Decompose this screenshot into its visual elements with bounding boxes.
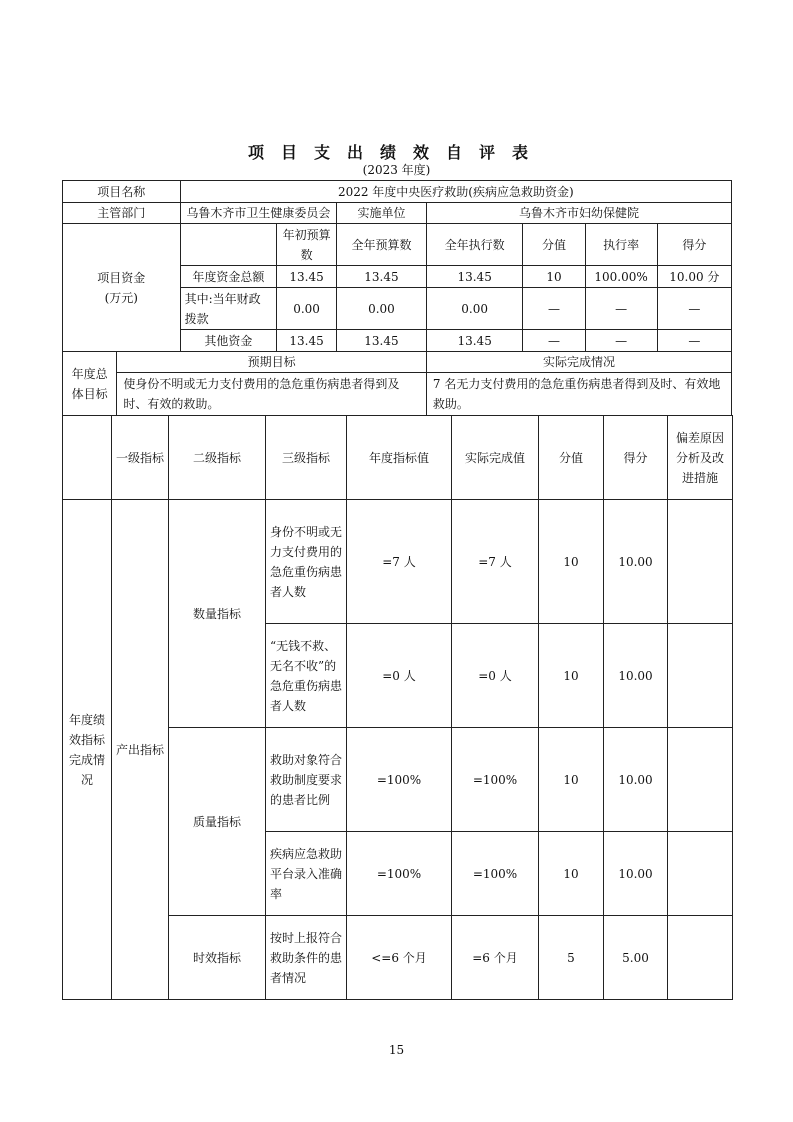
page-number: 15 [388,1043,405,1057]
goals-actual-header: 实际完成情况 [426,352,731,373]
project-name-value: 2022 年度中央医疗救助(疾病应急救助资金) [180,181,731,203]
funds-header-rate: 执行率 [585,224,657,266]
unit-value: 乌鲁木齐市妇幼保健院 [426,203,731,224]
level3-indicator: 疾病应急救助平台录入准确率 [266,832,347,916]
funds-cell: — [585,330,657,352]
target-value: =7 人 [347,500,452,624]
level3-indicator: “无钱不救、无名不收”的急危重伤病患者人数 [266,624,347,728]
score: 10.00 [604,728,668,832]
dept-label: 主管部门 [63,203,181,224]
funds-cell: 13.45 [337,266,427,288]
report-year: (2023 年度) [362,163,431,177]
funds-cell: 0.00 [337,288,427,330]
score: 5.00 [604,916,668,1000]
target-value: <=6 个月 [347,916,452,1000]
funds-row-name: 年度资金总额 [180,266,277,288]
indicator-header-level1: 一级指标 [112,416,169,500]
goals-expected-text: 使身份不明或无力支付费用的急危重伤病患者得到及时、有效的救助。 [117,373,427,416]
actual-value: =7 人 [452,500,539,624]
funds-cell: 13.45 [277,330,337,352]
score: 10.00 [604,500,668,624]
indicators-side-label: 年度绩效指标完成情况 [63,500,112,1000]
funds-cell: 13.45 [426,266,523,288]
indicator-header-deviation: 偏差原因分析及改进措施 [668,416,733,500]
actual-value: =100% [452,832,539,916]
deviation [668,728,733,832]
funds-header-executed: 全年执行数 [426,224,523,266]
funds-cell: 0.00 [426,288,523,330]
funds-header-annual: 全年预算数 [337,224,427,266]
score-value: 10 [539,728,604,832]
level3-indicator: 身份不明或无力支付费用的急危重伤病患者人数 [266,500,347,624]
deviation [668,500,733,624]
project-name-label: 项目名称 [63,181,181,203]
score: 10.00 [604,832,668,916]
funds-cell: — [523,330,585,352]
indicator-header-score: 得分 [604,416,668,500]
funds-cell: 10.00 分 [657,266,731,288]
level3-indicator: 按时上报符合救助条件的患者情况 [266,916,347,1000]
project-info-table [62,180,732,416]
actual-value: =100% [452,728,539,832]
funds-header-score-value: 分值 [523,224,585,266]
funds-cell: — [523,288,585,330]
target-value: =100% [347,728,452,832]
actual-value: =0 人 [452,624,539,728]
indicator-header-level3: 三级指标 [266,416,347,500]
level2-indicator: 时效指标 [169,916,266,1000]
funds-cell: 13.45 [277,266,337,288]
funds-header-score: 得分 [657,224,731,266]
score: 10.00 [604,624,668,728]
funds-label-line2: (万元) [104,290,138,305]
funds-cell: 100.00% [585,266,657,288]
score-value: 5 [539,916,604,1000]
indicator-header-level2: 二级指标 [169,416,266,500]
funds-row-name: 其中:当年财政拨款 [180,288,277,330]
score-value: 10 [539,500,604,624]
deviation [668,832,733,916]
target-value: =0 人 [347,624,452,728]
funds-header-blank [180,224,277,266]
funds-header-initial: 年初预算数 [277,224,337,266]
funds-cell: 13.45 [426,330,523,352]
funds-row-name: 其他资金 [180,330,277,352]
indicator-header-blank [63,416,112,500]
target-value: =100% [347,832,452,916]
unit-label: 实施单位 [337,203,427,224]
level1-indicator: 产出指标 [112,500,169,1000]
deviation [668,624,733,728]
indicator-header-actual: 实际完成值 [452,416,539,500]
actual-value: =6 个月 [452,916,539,1000]
page-title: 项目支出绩效自评表 [247,143,545,162]
funds-cell: 10 [523,266,585,288]
funds-cell: 13.45 [337,330,427,352]
funds-cell: — [657,330,731,352]
level2-indicator: 数量指标 [169,500,266,728]
level2-indicator: 质量指标 [169,728,266,916]
funds-label [63,224,181,352]
dept-value: 乌鲁木齐市卫生健康委员会 [180,203,336,224]
funds-cell: 0.00 [277,288,337,330]
indicator-header-target: 年度指标值 [347,416,452,500]
score-value: 10 [539,832,604,916]
goals-actual-text: 7 名无力支付费用的急危重伤病患者得到及时、有效地救助。 [426,373,731,416]
funds-label-line1: 项目资金 [97,270,146,285]
deviation [668,916,733,1000]
funds-cell: — [657,288,731,330]
indicator-header-score-value: 分值 [539,416,604,500]
goals-expected-header: 预期目标 [117,352,427,373]
goals-side-label: 年度总体目标 [63,352,117,416]
score-value: 10 [539,624,604,728]
funds-cell: — [585,288,657,330]
indicators-table [62,415,733,1000]
level3-indicator: 救助对象符合救助制度要求的患者比例 [266,728,347,832]
